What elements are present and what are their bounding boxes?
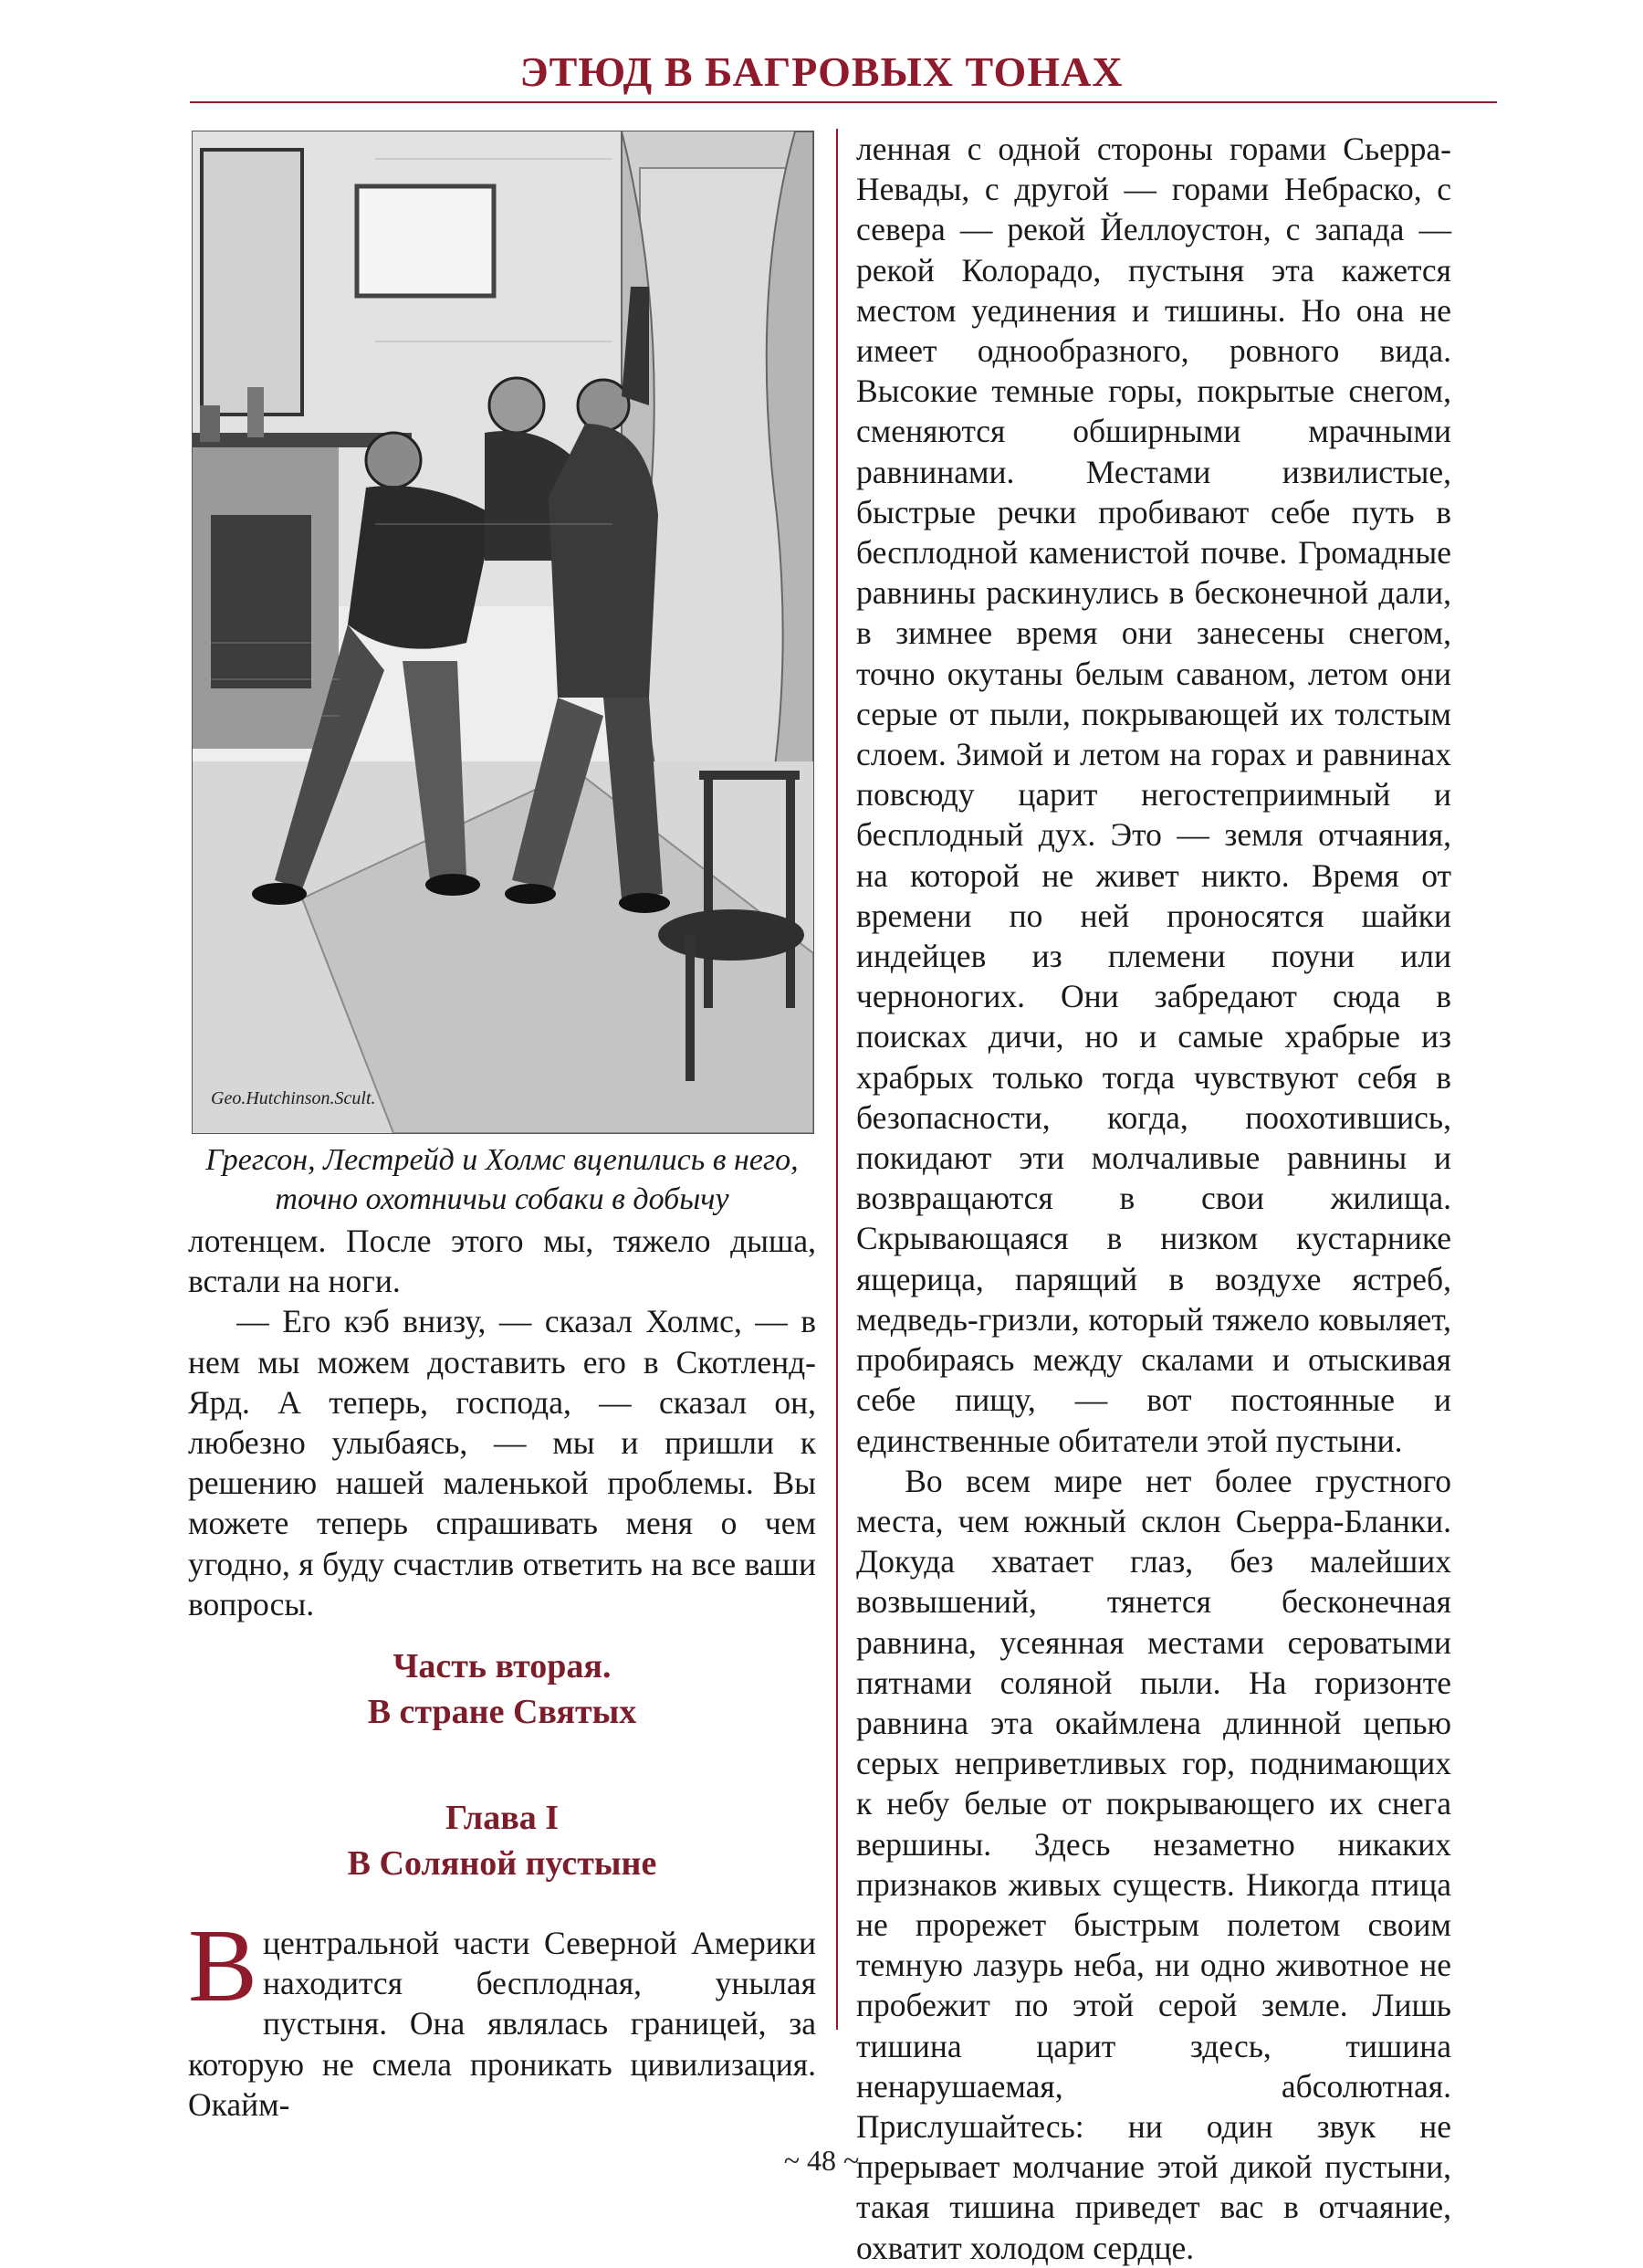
caption-line: Грегсон, Лестрейд и Холмс вцепились в него,	[205, 1143, 799, 1177]
illustration-caption	[188, 1140, 816, 1219]
chapter-text-body: центральной части Северной Америки находится бесплодная, унылая пустыня. Она являлась границей, за которую не смела проникать цивилизация. Окайм-	[188, 1925, 816, 2123]
part-heading	[188, 1643, 816, 1735]
chapter-heading-line: Глава I	[445, 1799, 560, 1837]
caption-line: точно охотничьи собаки в добычу	[275, 1182, 729, 1216]
paragraph: Во всем мире нет более грустного места, чем южный склон Сьерра-Бланки. Докуда хватает глаз, без малейших возвышений, тянется бесконечная равнина, усеянная местами сероватыми пятнами соляной пыли. На горизонте равнина эта окаймлена длинной цепью серых неприветливых гор, поднимающих к небу белые от покрывающего их снега вершины. Здесь незаметно никаких признаков живых существ. Никогда птица не прорежет быстрым полетом своим темную лазурь неба, ни одно животное не пробежит по этой серой земле. Лишь тишина царит здесь, тишина ненарушаемая, абсолютная. Прислушайтесь: ни один звук не прерывает молчание этой дикой пустыни, такая тишина приведет вас в отчаяние, охватит холодом сердце.	[856, 1462, 1451, 2266]
paragraph: — Его кэб внизу, — сказал Холмс, — в нем мы можем доставить его в Скотленд-Ярд. А теперь, господа, — сказал он, любезно улыбаясь, — мы и пришли к решению нашей маленькой проблемы. Вы можете теперь спрашивать меня о чем угодно, я буду счастлив ответить на все ваши вопросы.	[188, 1303, 816, 1622]
right-column-text	[856, 129, 1451, 2268]
engraver-signature: Geo.Hutchinson.Scult.	[211, 1088, 376, 1108]
drop-cap: В	[188, 1907, 258, 2023]
page-number: ~ 48 ~	[783, 2144, 860, 2177]
left-column-text	[188, 1221, 816, 1624]
part-heading-line: Часть вторая.	[392, 1647, 612, 1685]
header-divider	[190, 101, 1497, 103]
part-heading-line: В стране Святых	[367, 1693, 637, 1731]
chapter-opening-text	[188, 1907, 816, 2125]
running-header-title: ЭТЮД В БАГРОВЫХ ТОНАХ	[519, 48, 1124, 95]
paragraph: лотенцем. После этого мы, тяжело дыша, встали на ноги.	[188, 1223, 816, 1300]
engraving-drawing	[193, 131, 813, 1133]
engraving-illustration	[192, 131, 814, 1134]
chapter-heading-line: В Соляной пустыне	[347, 1844, 657, 1883]
chapter-heading	[188, 1795, 816, 1886]
column-divider	[836, 129, 838, 2030]
paragraph: ленная с одной стороны горами Сьерра-Невады, с другой — горами Небраско, с севера — рекой Йеллоустон, с запада — рекой Колорадо, пустыня эта кажется местом уединения и тишины. Но она не имеет однообразного, ровного вида. Высокие темные горы, покрытые снегом, сменяются обширными мрачными равнинами. Местами извилистые, быстрые речки пробивают себе путь в бесплодной каменистой почве. Громадные равнины раскинулись в бесконечной дали, в зимнее время они занесены снегом, точно окутаны белым саваном, летом они серые от пыли, покрывающей их толстым слоем. Зимой и летом на горах и равнинах повсюду царит негостеприимный и бесплодный дух. Это — земля отчаяния, на которой не живет никто. Время от времени по ней проносятся шайки индейцев из племени поуни или черноногих. Они забредают сюда в поисках дичи, но и самые храбрые из храбрых только тогда чувствуют себя в безопасности, когда, поохотившись, покидают эти молчаливые равнины и возвращаются в свои жилища. Скрывающаяся в низком кустарнике ящерица, парящий в воздухе ястреб, медведь-гризли, который тяжело ковыляет, пробираясь между скалами и отыскивая себе пищу, — вот постоянные и единственные обитатели этой пустыни.	[856, 131, 1451, 1459]
